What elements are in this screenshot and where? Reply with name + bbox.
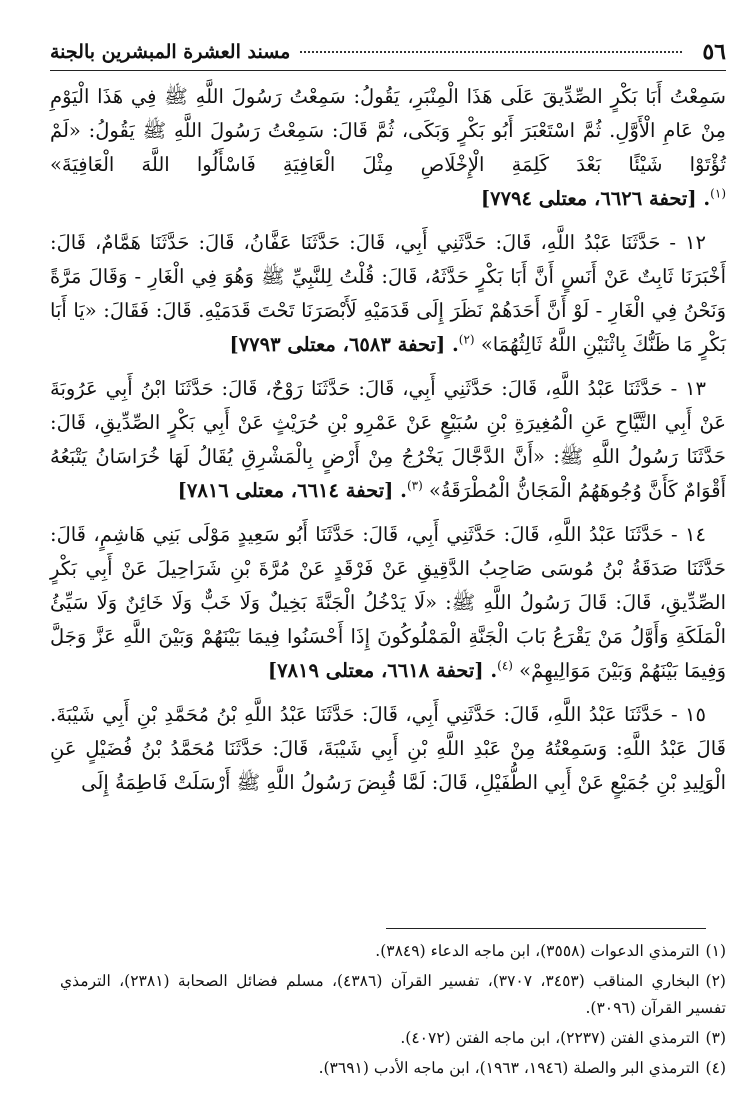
footnote-text: الترمذي البر والصلة (١٩٤٦، ١٩٦٣)، ابن ماجه الأدب (٣٦٩١). xyxy=(318,1059,700,1077)
footnote-number: (١) xyxy=(705,942,726,960)
footnote-text: الترمذي الفتن (٢٢٣٧)، ابن ماجه الفتن (٤٠٧٢). xyxy=(400,1029,700,1047)
footnote-mark: (٤) xyxy=(497,658,513,673)
footnote-item xyxy=(60,1025,726,1052)
footnote-number: (٢) xyxy=(705,972,726,990)
footnote-number: (٤) xyxy=(705,1059,726,1077)
hadith-13 xyxy=(50,372,726,508)
reference-citation: . [تحفة ٦٦٢٦، معتلى ٧٧٩٤] xyxy=(480,187,711,210)
page-number: ٥٦ xyxy=(702,39,726,65)
footnote-number: (٣) xyxy=(705,1029,726,1047)
hadith-12 xyxy=(50,226,726,362)
hadith-14 xyxy=(50,518,726,688)
paragraph-text: ١٣ - حَدَّثَنَا عَبْدُ اللَّهِ، قَالَ: حَدَّثَنِي أَبِي، قَالَ: حَدَّثَنَا رَوْحٌ، قَالَ: حَدَّثَنَا ابْنُ أَبِي عَرُوبَةَ عَنْ أَبِي التَّيَّاحِ عَنِ الْمُغِيرَةِ بْنِ سُبَيْعٍ عَنْ عَمْرِو بْنِ حُرَيْثٍ عَنْ أَبِي بَكْرٍ الصِّدِّيقِ، قَالَ: حَدَّثَنَا رَسُولُ اللَّهِ ﷺ: «أَنَّ الدَّجَّالَ يَخْرُجُ مِنْ أَرْضٍ بِالْمَشْرِقِ يُقَالُ لَهَا خُرَاسَانُ يَتْبَعُهُ أَقْوَامٌ كَأَنَّ وُجُوهَهُمُ الْمَجَانُّ الْمُطْرَقَةُ» xyxy=(50,377,726,502)
reference-citation: . [تحفة ٦٥٨٣، معتلى ٧٧٩٣] xyxy=(229,333,459,356)
paragraph-continuation xyxy=(50,80,726,216)
hadith-15 xyxy=(50,698,726,800)
header-dotted-leader xyxy=(300,51,682,53)
footnote-item xyxy=(60,938,726,965)
footnotes xyxy=(60,938,726,1085)
running-header xyxy=(50,34,726,71)
paragraph-text: سَمِعْتُ أَبَا بَكْرٍ الصِّدِّيقَ عَلَى هَذَا الْمِنْبَرِ، يَقُولُ: سَمِعْتُ رَسُولَ اللَّهِ ﷺ فِي هَذَا الْيَوْمِ مِنْ عَامِ الْأَوَّلِ. ثُمَّ اسْتَعْبَرَ أَبُو بَكْرٍ وَبَكَى، ثُمَّ قَالَ: سَمِعْتُ رَسُولَ اللَّهِ ﷺ يَقُولُ: «لَمْ تُؤْتَوْا شَيْئًا بَعْدَ كَلِمَةِ الْإِخْلَاصِ مِثْلَ الْعَافِيَةِ فَاسْأَلُوا اللَّهَ الْعَافِيَةَ» xyxy=(50,85,726,176)
footnote-text: البخاري المناقب (٣٤٥٣، ٣٧٠٧)، تفسير القرآن (٤٣٨٦)، مسلم فضائل الصحابة (٢٣٨١)، الترمذي تفسير القرآن (٣٠٩٦). xyxy=(60,972,726,1017)
reference-citation: . [تحفة ٦٦١٤، معتلى ٧٨١٦] xyxy=(177,479,407,502)
footnote-text: الترمذي الدعوات (٣٥٥٨)، ابن ماجه الدعاء (٣٨٤٩). xyxy=(375,942,700,960)
footnote-mark: (٢) xyxy=(458,332,475,347)
paragraph-text: ١٢ - حَدَّثَنَا عَبْدُ اللَّهِ، قَالَ: حَدَّثَنِي أَبِي، قَالَ: حَدَّثَنَا عَفَّانُ، قَالَ: حَدَّثَنَا هَمَّامٌ، قَالَ: أَخْبَرَنَا ثَابِتٌ عَنْ أَنَسٍ أَنَّ أَبَا بَكْرٍ حَدَّثَهُ، قَالَ: قُلْتُ لِلنَّبِيِّ ﷺ وَهُوَ فِي الْغَارِ - وَقَالَ مَرَّةً وَنَحْنُ فِي الْغَارِ - لَوْ أَنَّ أَحَدَهُمْ نَظَرَ إِلَى قَدَمَيْهِ لَأَبْصَرَنَا تَحْتَ قَدَمَيْهِ. قَالَ: فَقَالَ: «يَا أَبَا بَكْرٍ مَا ظَنُّكَ بِاثْنَيْنِ اللَّهُ ثَالِثُهُمَا» xyxy=(50,231,726,356)
footnote-mark: (١) xyxy=(710,186,726,201)
footnote-divider xyxy=(386,928,706,929)
reference-citation: . [تحفة ٦٦١٨، معتلى ٧٨١٩] xyxy=(267,659,498,682)
paragraph-text: ١٤ - حَدَّثَنَا عَبْدُ اللَّهِ، قَالَ: حَدَّثَنِي أَبِي، قَالَ: حَدَّثَنَا أَبُو سَعِيدٍ مَوْلَى بَنِي هَاشِمٍ، قَالَ: حَدَّثَنَا صَدَقَةُ بْنُ مُوسَى صَاحِبُ الدَّقِيقِ عَنْ فَرْقَدٍ عَنْ مُرَّةَ بْنِ شَرَاحِيلَ عَنْ أَبِي بَكْرٍ الصِّدِّيقِ، قَالَ: قَالَ رَسُولُ اللَّهِ ﷺ: «لَا يَدْخُلُ الْجَنَّةَ بَخِيلٌ وَلَا خَبٌّ وَلَا خَائِنٌ وَلَا سَيِّئُ الْمَلَكَةِ وَأَوَّلُ مَنْ يَقْرَعُ بَابَ الْجَنَّةِ الْمَمْلُوكُونَ إِذَا أَحْسَنُوا فِيمَا بَيْنَهُمْ وَبَيْنَ اللَّهِ عَزَّ وَجَلَّ وَفِيمَا بَيْنَهُمْ وَبَيْنَ مَوَالِيهِمْ» xyxy=(50,523,726,682)
footnote-item xyxy=(60,1055,726,1082)
header-title: مسند العشرة المبشرين بالجنة xyxy=(50,41,291,63)
paragraph-text: ١٥ - حَدَّثَنَا عَبْدُ اللَّهِ، قَالَ: حَدَّثَنِي أَبِي، قَالَ: حَدَّثَنَا عَبْدُ اللَّهِ بْنُ مُحَمَّدِ بْنِ أَبِي شَيْبَةَ. قَالَ عَبْدُ اللَّهِ: وَسَمِعْتُهُ مِنْ عَبْدِ اللَّهِ بْنِ أَبِي شَيْبَةَ، قَالَ: حَدَّثَنَا مُحَمَّدُ بْنُ فُضَيْلٍ عَنِ الْوَلِيدِ بْنِ جُمَيْعٍ عَنْ أَبِي الطُّفَيْلِ، قَالَ: لَمَّا قُبِضَ رَسُولُ اللَّهِ ﷺ أَرْسَلَتْ فَاطِمَةُ إِلَى xyxy=(50,703,726,794)
footnote-mark: (٣) xyxy=(406,478,423,493)
main-text xyxy=(50,80,726,810)
footnote-item xyxy=(60,968,726,1022)
